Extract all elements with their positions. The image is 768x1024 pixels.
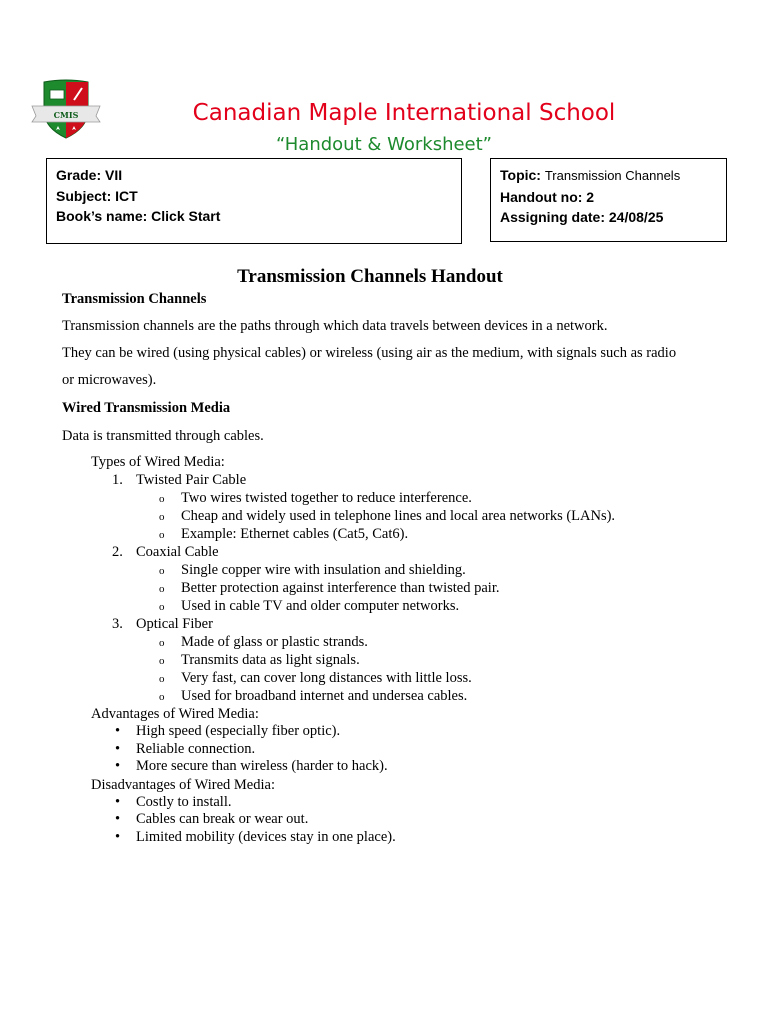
class-info-box (46, 158, 462, 244)
list-item: 2. Coaxial Cable o Single copper wire with insulation and shielding. o Better protection against interference than twisted pair. o Used in cable TV and older computer networks. (62, 543, 742, 615)
paragraph: Transmission channels are the paths through which data travels between devices in a network. (62, 318, 608, 334)
topic-row: Topic: Transmission Channels (500, 167, 681, 183)
paragraph: Data is transmitted through cables. (62, 428, 264, 444)
document-kind: “Handout & Worksheet” (275, 134, 493, 155)
list-item: o Two wires twisted together to reduce interference. (159, 490, 472, 506)
advantages-list (62, 723, 742, 776)
book-name-row: Book’s name: Click Start (56, 208, 221, 224)
list-item: o Transmits data as light signals. (159, 652, 360, 668)
list-item: • More secure than wireless (harder to hack). (115, 758, 388, 774)
advantages-heading: Advantages of Wired Media: (91, 706, 259, 722)
handout-number-row: Handout no: 2 (500, 188, 595, 205)
list-item: o Single copper wire with insulation and shielding. (159, 562, 466, 578)
list-item: o Very fast, can cover long distances with little loss. (159, 670, 472, 686)
sub-list (136, 633, 742, 705)
type-name: Coaxial Cable (136, 544, 219, 560)
grade-row: Grade: VII (56, 167, 123, 183)
list-item: • Limited mobility (devices stay in one place). (115, 828, 396, 845)
list-item: • High speed (especially fiber optic). (115, 723, 341, 739)
book-icon (50, 90, 64, 99)
disadvantages-heading: Disadvantages of Wired Media: (91, 776, 275, 793)
types-list (62, 471, 742, 705)
list-item: o Made of glass or plastic strands. (159, 634, 368, 650)
type-name: Twisted Pair Cable (136, 472, 247, 488)
handout-body (62, 288, 742, 846)
logo-text: CMIS (53, 110, 79, 120)
list-item: • Cables can break or wear out. (115, 811, 309, 827)
school-name: Canadian Maple International School (192, 100, 616, 126)
list-item: o Cheap and widely used in telephone lines and local area networks (LANs). (159, 508, 616, 524)
list-item: 1. Twisted Pair Cable o Two wires twisted together to reduce interference. o Cheap and widely used in telephone lines and local area networks (LANs). o Example: Ethernet cables (Cat5, Cat6). (62, 471, 742, 543)
handout-info-box (490, 158, 727, 242)
sub-list (136, 561, 742, 615)
list-item: o Used for broadband internet and undersea cables. (159, 688, 468, 704)
paragraph: They can be wired (using physical cables) or wireless (using air as the medium, with signals such as radio or microwaves). (62, 345, 677, 388)
list-item: o Used in cable TV and older computer networks. (159, 598, 460, 614)
section-heading: Wired Transmission Media (62, 400, 231, 416)
list-item: 3. Optical Fiber o Made of glass or plastic strands. o Transmits data as light signals. o Very fast, can cover long distances with little loss. o Used for broadband internet and undersea cables. (62, 615, 742, 705)
type-name: Optical Fiber (136, 616, 213, 632)
section-heading: Transmission Channels (62, 291, 207, 307)
list-item: • Costly to install. (115, 793, 232, 810)
subject-row: Subject: ICT (56, 187, 138, 204)
sub-list (136, 489, 742, 543)
types-heading: Types of Wired Media: (91, 454, 225, 470)
list-item: • Reliable connection. (115, 740, 256, 757)
list-item: o Example: Ethernet cables (Cat5, Cat6). (159, 526, 409, 542)
disadvantages-list (62, 794, 742, 847)
list-item: o Better protection against interference than twisted pair. (159, 580, 500, 596)
handout-title: Transmission Channels Handout (237, 266, 503, 287)
assigning-date-row: Assigning date: 24/08/25 (500, 209, 664, 225)
